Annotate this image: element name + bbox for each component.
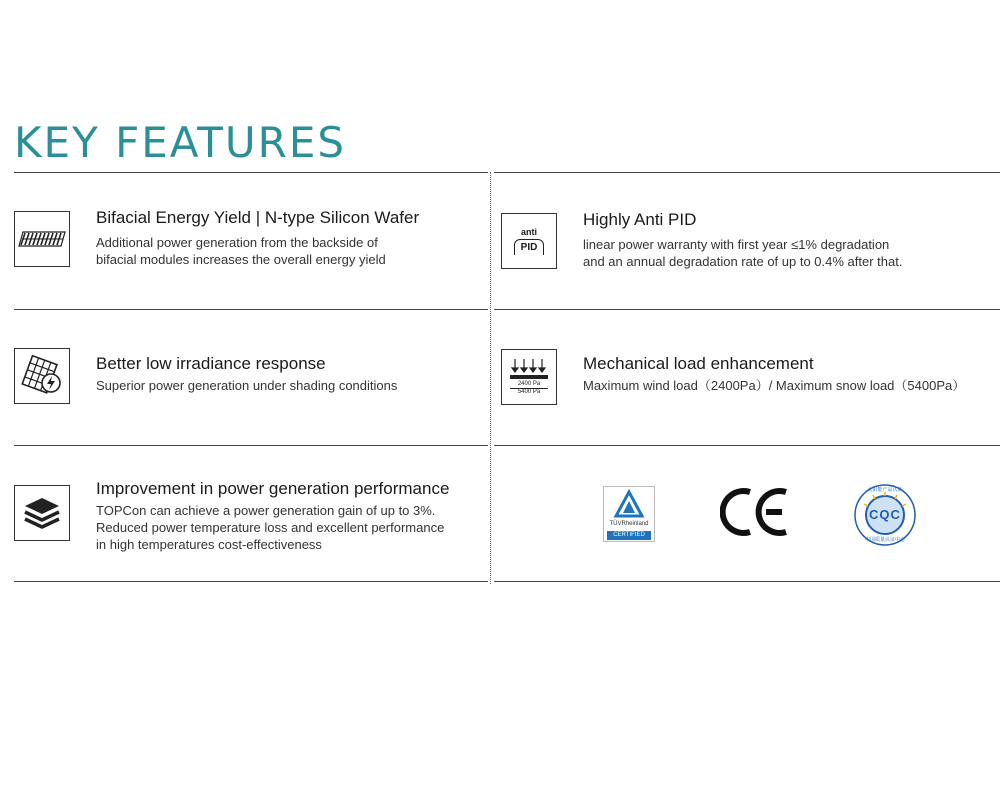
page-title: KEY FEATURES [14,118,347,167]
rule-bottom-right [494,581,1000,582]
rule-row1-left [14,309,488,310]
feature-description: Superior power generation under shading conditions [96,378,398,393]
feature-title: Better low irradiance response [96,354,326,373]
anti-label: anti [520,227,537,237]
wind-load-label: 2400 Pa [517,381,541,387]
feature-title: Bifacial Energy Yield | N-type Silicon Wafer [96,208,420,227]
feature-title: Improvement in power generation performance [96,479,450,498]
snow-load-label: 5400 Pa [517,389,541,395]
feature-title: Mechanical load enhancement [583,354,814,373]
cqc-bottom-text: 中国质量认证中心 [864,537,905,543]
layers-icon [14,485,70,541]
feature-description: linear power warranty with first year ≤1% degradation and an annual degradation rate of up to 0.4% after that. [583,237,903,269]
low-irradiance-icon [14,348,70,404]
ce-mark-logo [720,486,790,543]
tuv-name: TÜVRheinland [609,521,649,527]
tuv-rheinland-logo [603,486,655,542]
rule-row2-left [14,445,488,446]
cqc-logo [853,483,917,547]
rule-row1-right [494,309,1000,310]
cqc-top-text: 太阳能产品认证 [867,487,903,493]
rule-top-right [494,172,1000,173]
arrows-down-icon [509,358,549,374]
anti-pid-icon [501,213,557,269]
load-bar [510,375,548,379]
bifacial-panel-icon [14,211,70,267]
mechanical-load-icon [501,349,557,405]
rule-row2-right [494,445,1000,446]
feature-description: Additional power generation from the backside of bifacial modules increases the overall energy yield [96,235,386,267]
tuv-badge: CERTIFIED [607,531,651,540]
feature-title: Highly Anti PID [583,210,697,229]
cqc-mark: CQC [869,507,901,522]
rule-top-left [14,172,488,173]
feature-description: Maximum wind load（2400Pa）/ Maximum snow load（5400Pa） [583,378,966,393]
feature-description: TOPCon can achieve a power generation gain of up to 3%. Reduced power temperature loss and excellent performance in high temperatures cost-effectiveness [96,503,445,552]
rule-bottom-left [14,581,488,582]
pid-label: PID [514,239,545,255]
